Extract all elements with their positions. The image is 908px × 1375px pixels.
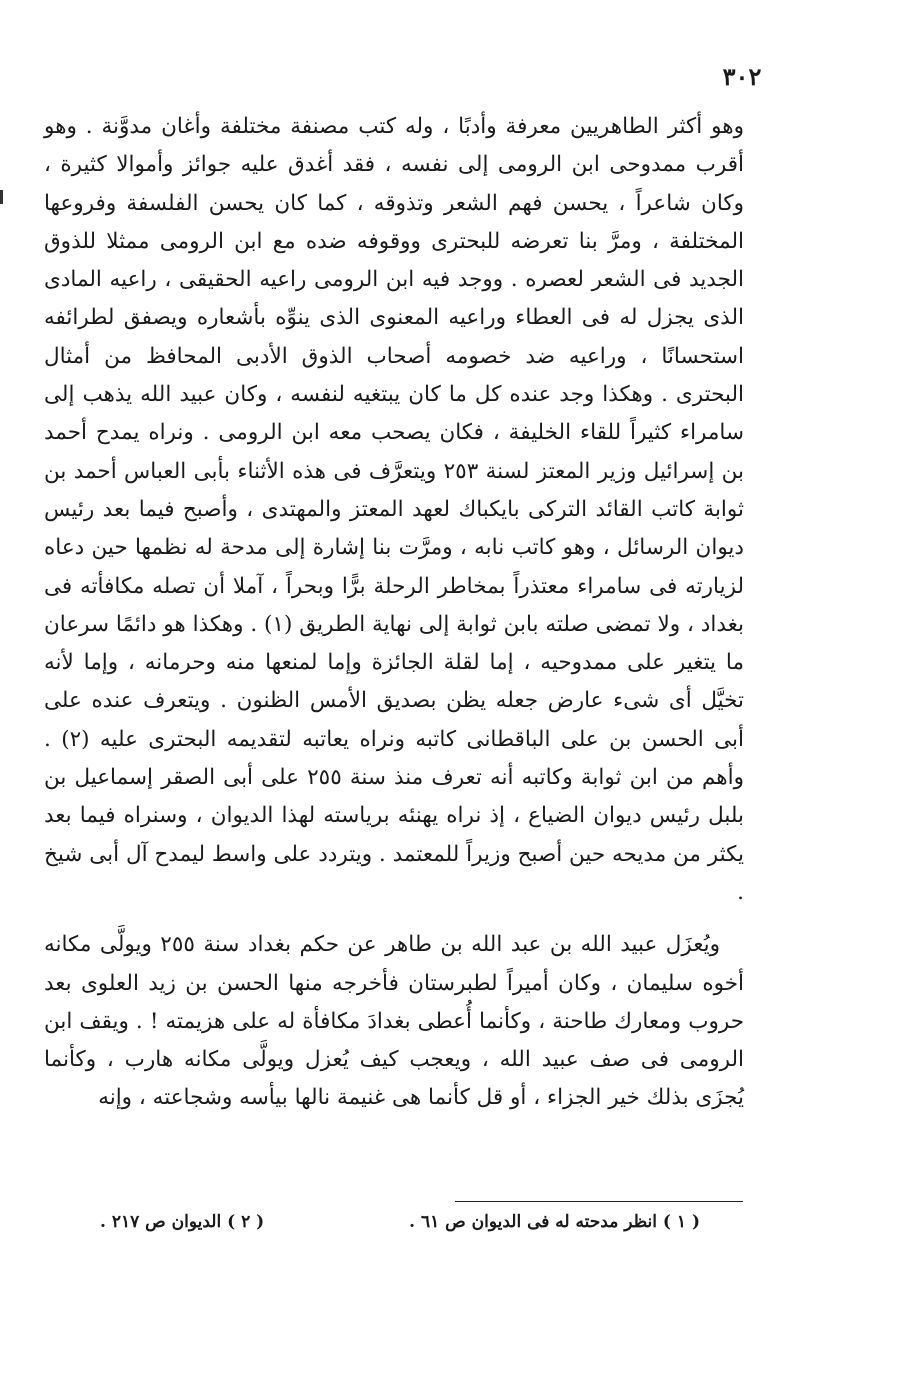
page-number: ٣٠٢ bbox=[722, 62, 762, 91]
footnote-2: ( ٢ ) الديوان ص ٢١٧ . bbox=[100, 1212, 265, 1232]
body-text bbox=[44, 108, 744, 1118]
footnotes bbox=[100, 1212, 700, 1232]
paragraph-1: وهو أكثر الطاهريين معرفة وأدبًا ، وله كتب مصنفة مختلفة وأغان مدوَّنة . وهو أقرب ممدوحى ابن الرومى إلى نفسه ، فقد أغدق عليه جوائز وأموالا كثيرة ، وكان شاعراً ، يحسن فهم الشعر وتذوقه ، كما كان يحسن الفلسفة وفروعها المختلفة ، ومرَّ بنا تعرضه للبحترى ووقوفه ضده مع ابن الرومى ممثلا للذوق الجديد فى الشعر لعصره . ووجد فيه ابن الرومى راعيه الحقيقى ، راعيه المادى الذى يجزل له فى العطاء وراعيه المعنوى الذى ينوِّه بأشعاره ويصفق لطرائفه استحسانًا ، وراعيه ضد خصومه أصحاب الذوق الأدبى المحافظ من أمثال البحترى . وهكذا وجد عنده كل ما كان يبتغيه لنفسه ، وكان عبيد الله يذهب إلى سامراء كثيراً للقاء الخليفة ، فكان يصحب معه ابن الرومى . ونراه يمدح أحمد بن إسرائيل وزير المعتز لسنة ٢٥٣ ويتعرَّف فى هذه الأثناء بأبى العباس أحمد بن ثوابة كاتب القائد التركى بايكباك لعهد المعتز والمهتدى ، وأصبح فيما بعد رئيس ديوان الرسائل ، وهو كاتب نابه ، ومرَّت بنا إشارة إلى مدحة له نظمها حين دعاه لزيارته فى سامراء معتذراً بمخاطر الرحلة برًّا وبحراً ، آملا أن تصله مكافأته فى بغداد ، ولا تمضى صلته بابن ثوابة إلى نهاية الطريق (١) . وهكذا هو دائمًا سرعان ما يتغير على ممدوحيه ، إما لقلة الجائزة وإما لمنعها منه وحرمانه ، وإما لأنه تخيَّل أى شىء عارض جعله يظن بصديق الأمس الظنون . ويتعرف عنده على أبى الحسن بن على الباقطانى كاتبه ونراه يعاتبه لتقديمه البحترى عليه (٢) . وأهم من ابن ثوابة وكاتبه أنه تعرف منذ سنة ٢٥٥ على أبى الصقر إسماعيل بن بلبل رئيس ديوان الضياع ، إذ نراه يهنئه برياسته لهذا الديوان ، وسنراه فيما بعد يكثر من مديحه حين أصبح وزيراً للمعتمد . ويتردد على واسط ليمدح آل أبى شيخ . bbox=[44, 114, 744, 905]
scan-edge-mark bbox=[0, 190, 3, 204]
footnote-divider bbox=[455, 1201, 743, 1202]
footnote-1: ( ١ ) انظر مدحته له فى الديوان ص ٦١ . bbox=[409, 1212, 700, 1232]
paragraph-2: ويُعزَل عبيد الله بن عبد الله بن طاهر عن حكم بغداد سنة ٢٥٥ ويولَّى مكانه أخوه سليمان ، وكان أميراً لطبرستان فأخرجه منها الحسن بن زيد العلوى بعد حروب ومعارك طاحنة ، وكأنما أُعطى بغدادَ مكافأة له على هزيمته ! . ويقف ابن الرومى فى صف عبيد الله ، ويعجب كيف يُعزل ويولَّى مكانه هارب ، وكأنما يُجزَى بذلك خير الجزاء ، أو قل كأنما هى غنيمة نالها بيأسه وشجاعته ، وإنه bbox=[44, 932, 744, 1111]
